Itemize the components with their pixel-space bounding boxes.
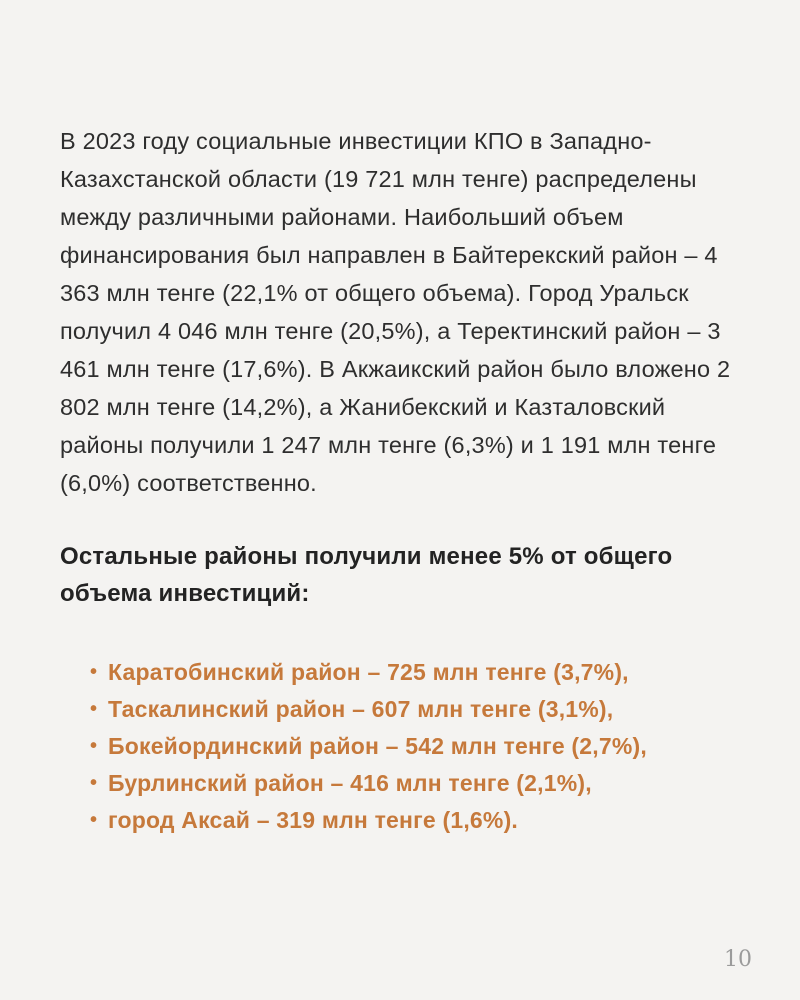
bullet-icon: • (90, 809, 98, 831)
district-investment-list (60, 654, 752, 839)
list-item (90, 802, 752, 839)
list-item (90, 691, 752, 728)
list-item-text: Бурлинский район – 416 млн тенге (2,1%), (108, 770, 592, 796)
subheading: Остальные районы получили менее 5% от общего объема инвестиций: (60, 543, 673, 607)
list-item-text: Каратобинский район – 725 млн тенге (3,7%), (108, 659, 629, 685)
bullet-icon: • (90, 735, 98, 757)
list-item (90, 728, 752, 765)
list-item (90, 654, 752, 691)
content-area (60, 122, 752, 839)
bullet-icon: • (90, 661, 98, 683)
list-item-text: Бокейординский район – 542 млн тенге (2,7%), (108, 733, 647, 759)
list-item (90, 765, 752, 802)
bullet-icon: • (90, 772, 98, 794)
page-number: 10 (724, 947, 752, 972)
intro-paragraph: В 2023 году социальные инвестиции КПО в Западно-Казахстанской области (19 721 млн тенге) распределены между различными районами. Наибольший объем финансирования был направлен в Байтерекский район – 4 363 млн тенге (22,1% от общего объема). Город Уральск получил 4 046 млн тенге (20,5%), а Теректинский район – 3 461 млн тенге (17,6%). В Акжаикский район было вложено 2 802 млн тенге (14,2%), а Жанибекский и Казталовский районы получили 1 247 млн тенге (6,3%) и 1 191 млн тенге (6,0%) соответственно. (60, 128, 731, 496)
bullet-icon: • (90, 698, 98, 720)
list-item-text: Таскалинский район – 607 млн тенге (3,1%), (108, 696, 614, 722)
list-item-text: город Аксай – 319 млн тенге (1,6%). (108, 807, 519, 833)
